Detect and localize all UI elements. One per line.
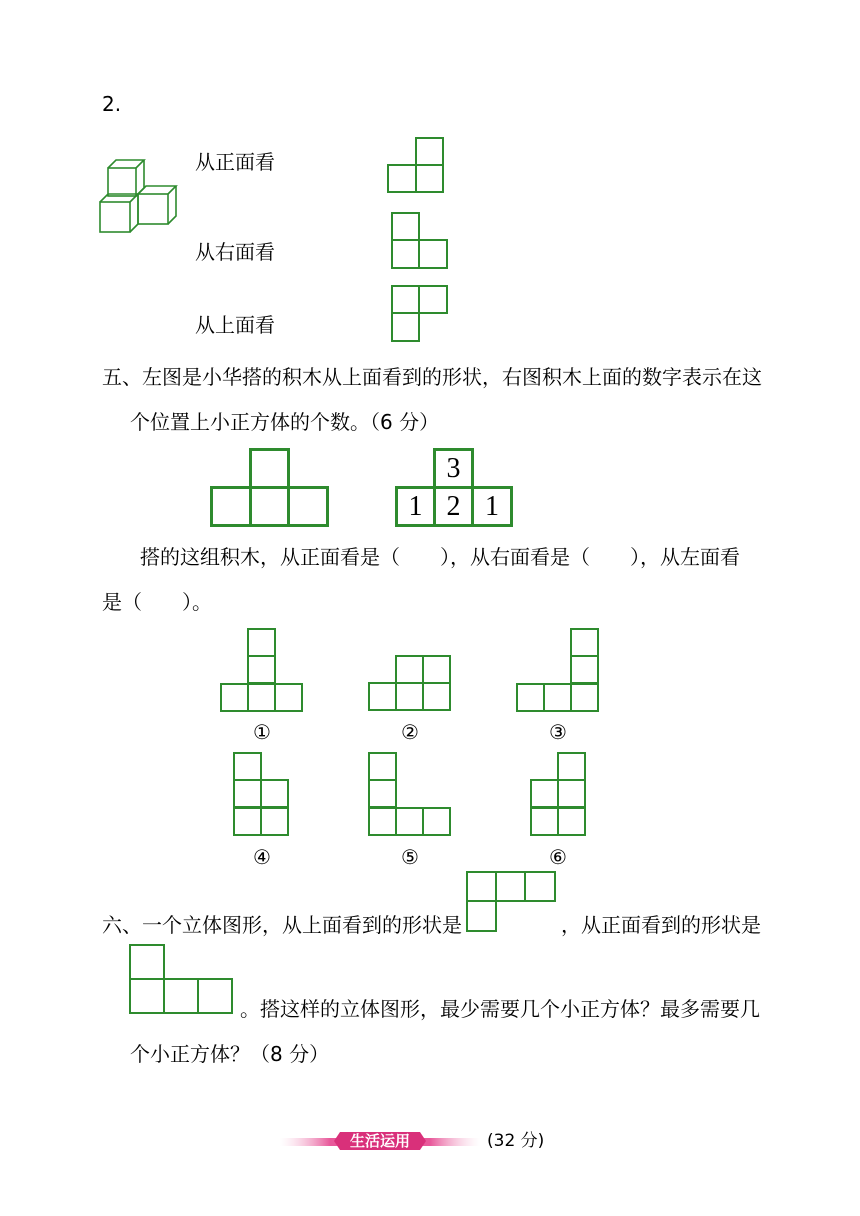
q6-line2: 。搭这样的立体图形，最少需要几个小正方体？最多需要几 [240, 997, 760, 1021]
q6-line1-a: 六、一个立体图形，从上面看到的形状是 [102, 913, 462, 937]
q5-title-line1: 五、左图是小华搭的积木从上面看到的形状，右图积木上面的数字表示在这 [102, 365, 762, 389]
grid-cell [422, 682, 451, 711]
q5-count-grid [395, 448, 515, 528]
grid-cell [422, 807, 451, 836]
q5-title-line2: 个位置上小正方体的个数。（6 分） [130, 410, 440, 434]
grid-cell [220, 683, 249, 712]
grid-cell [391, 312, 420, 342]
option-6-shape [530, 752, 588, 837]
q6-line1-b: ，从正面看到的形状是 [561, 913, 761, 937]
grid-cell [260, 807, 289, 836]
q5-question-line1: 搭的这组积木，从正面看是（ ），从右面看是（ ），从左面看 [140, 545, 740, 569]
grid-cell [495, 871, 526, 902]
grid-cell [557, 807, 586, 836]
grid-cell [368, 752, 397, 781]
count-right: 1 [485, 491, 499, 522]
grid-cell [557, 752, 586, 781]
grid-cell [570, 628, 599, 657]
option-2-shape [368, 655, 453, 713]
grid-cell [395, 682, 424, 711]
option-6-label: ⑥ [549, 845, 567, 869]
count-left: 1 [408, 491, 423, 522]
count-middle: 2 [446, 491, 461, 522]
grid-cell [247, 655, 276, 684]
option-2-label: ② [401, 720, 419, 744]
grid-cell [368, 682, 397, 711]
grid-cell [415, 164, 444, 193]
grid-cell [260, 779, 289, 808]
option-4-shape [233, 752, 291, 837]
cube-stack-illustration [96, 154, 186, 238]
right-view-grid [391, 212, 449, 270]
grid-cell [247, 683, 276, 712]
option-4-label: ④ [253, 845, 271, 869]
grid-cell [287, 486, 329, 527]
q5-top-view-shape [210, 448, 330, 528]
option-5-label: ⑤ [401, 845, 419, 869]
grid-cell [415, 137, 444, 166]
grid-cell [233, 779, 262, 808]
grid-cell [395, 807, 424, 836]
grid-cell [368, 779, 397, 808]
grid-cell [210, 486, 252, 527]
option-5-shape [368, 752, 453, 837]
option-3-label: ③ [549, 720, 567, 744]
top-view-label: 从上面看 [195, 313, 275, 337]
grid-cell [570, 655, 599, 684]
grid-cell [466, 871, 497, 902]
top-view-grid [391, 285, 449, 343]
q6-top-view-shape [466, 871, 558, 933]
option-1-label: ① [253, 720, 271, 744]
grid-cell [570, 683, 599, 712]
grid-cell [129, 978, 165, 1014]
grid-cell [530, 807, 559, 836]
front-view-label: 从正面看 [195, 150, 275, 174]
q6-front-view-shape [129, 944, 235, 1016]
grid-cell [466, 900, 497, 932]
section-score: (32 分) [487, 1131, 545, 1151]
grid-cell [391, 212, 420, 241]
grid-cell [557, 779, 586, 808]
grid-cell [233, 807, 262, 836]
q5-question-line2: 是（ ）。 [102, 590, 212, 614]
q6-line3: 个小正方体？（8 分） [130, 1042, 330, 1066]
grid-cell [543, 683, 572, 712]
grid-cell [391, 239, 420, 269]
grid-cell [516, 683, 545, 712]
grid-cell [530, 779, 559, 808]
grid-cell [391, 285, 420, 314]
right-view-label: 从右面看 [195, 240, 275, 264]
grid-cell [418, 239, 448, 269]
grid-cell [368, 807, 397, 836]
section-title: 生活运用 [349, 1132, 410, 1150]
grid-cell [247, 628, 276, 657]
grid-cell [249, 486, 290, 527]
grid-cell [395, 655, 424, 684]
grid-cell [163, 978, 199, 1014]
grid-cell [422, 655, 451, 684]
count-top: 3 [446, 453, 461, 484]
option-3-shape [516, 628, 601, 713]
grid-cell [129, 944, 165, 980]
grid-cell [249, 448, 290, 489]
grid-cell [418, 285, 448, 314]
grid-cell [233, 752, 262, 781]
grid-cell [387, 164, 417, 193]
grid-cell [197, 978, 233, 1014]
option-1-shape [220, 628, 305, 713]
front-view-grid [387, 137, 445, 194]
grid-cell [524, 871, 556, 902]
grid-cell [274, 683, 303, 712]
q2-number: 2. [102, 92, 122, 116]
